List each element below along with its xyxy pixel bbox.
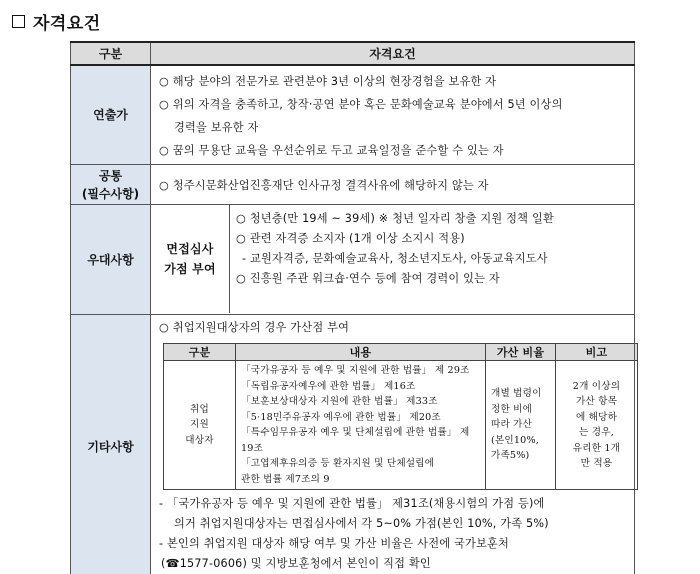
bonus-rate-line: 정한 비에: [491, 403, 533, 415]
bonus-header-rate: 가산 비율: [486, 344, 556, 361]
label-director: 연출가: [71, 65, 151, 165]
row-other: [71, 315, 635, 574]
preference-line: - 교원자격증, 문화예술교육사, 청소년지도사, 아동교육지도사: [242, 252, 548, 265]
other-note-line: - 본인의 취업지원 대상자 해당 여부 및 가산 비율은 사전에 국가보훈처: [159, 537, 509, 550]
other-content: [151, 315, 635, 574]
bonus-note-line: 유리한 1개: [572, 442, 621, 454]
director-line: ○ 해당 분야의 전문가로 관련분야 3년 이상의 현장경험을 보유한 자: [159, 75, 497, 88]
law-item: 「국가유공자 등 예우 및 지원에 관한 법률」 제 29조: [241, 365, 470, 376]
director-line: ○ 위의 자격을 충족하고, 창작·공연 분야 혹은 문화예술교육 분야에서 5년 이상의: [159, 98, 563, 111]
director-line: 경력을 보유한 자: [174, 121, 259, 134]
preference-sub-label: [151, 205, 230, 313]
bonus-note-line: 에 해당하: [575, 411, 618, 423]
bonus-rate-line: (본인10%,: [491, 434, 540, 446]
bonus-target-line: 취업: [190, 403, 209, 415]
bonus-header-row: [164, 344, 638, 361]
law-item: 「5·18민주유공자 예우에 관한 법률」 제20조: [241, 411, 441, 423]
preference-items: [230, 205, 634, 313]
bonus-laws: [236, 361, 486, 490]
square-bullet-icon: [12, 15, 25, 28]
bonus-header-content: 내용: [236, 344, 486, 361]
bonus-note-line: 만 적용: [580, 458, 613, 469]
header-category: 구분: [71, 42, 151, 65]
bonus-row: [164, 361, 638, 490]
other-notes: [159, 494, 626, 574]
label-preference: 우대사항: [71, 205, 151, 315]
row-director: [71, 65, 635, 165]
section-heading: [12, 8, 101, 34]
preference-sub-label-line1: 면접심사: [166, 242, 214, 256]
common-requirement: ○ 청주시문화산업진흥재단 인사규정 결격사유에 해당하지 않는 자: [151, 165, 635, 205]
bonus-header-category: 구분: [164, 344, 236, 361]
bonus-target-line: 대상자: [185, 434, 214, 446]
bonus-rate: [486, 361, 556, 490]
law-item: 「독립유공자예우에 관한 법률」 제16조: [241, 380, 416, 392]
row-preference: [71, 205, 635, 315]
law-item: 「고엽제후유의증 등 환자지원 및 단체설립에: [241, 458, 435, 469]
bonus-note: [556, 361, 638, 490]
preference-line: ○ 진흥원 주관 워크숍·연수 등에 참여 경력이 있는 자: [236, 272, 500, 285]
law-item: 관한 법률 제7조의 9: [241, 473, 330, 485]
row-common: [71, 165, 635, 205]
law-item: 「특수임무유공자 예우 및 단체설립에 관한 법률」 제19조: [241, 427, 470, 454]
preference-sub-label-line2: 가점 부여: [164, 262, 216, 276]
bonus-note-line: 는 경우,: [579, 427, 614, 438]
section-title: 자격요건: [33, 13, 101, 34]
director-line: ○ 꿈의 무용단 교육을 우선순위로 두고 교육일정을 준수할 수 있는 자: [159, 144, 504, 157]
bonus-rate-line: 따라 가산: [491, 419, 533, 431]
qualification-table: [70, 41, 635, 574]
bonus-table: [163, 343, 638, 490]
bonus-header-note: 비고: [556, 344, 638, 361]
bonus-rate-line: 개별 법령이: [491, 388, 542, 400]
header-requirements: 자격요건: [151, 42, 635, 65]
preference-line: ○ 청년층(만 19세 ~ 39세) ※ 청년 일자리 창출 지원 정책 일환: [236, 212, 554, 225]
other-note-line: (☎1577-0606) 및 지방보훈청에서 본인이 직접 확인: [161, 557, 431, 570]
other-note-line: 의거 취업지원대상자는 면접심사에서 각 5~0% 가점(본인 10%, 가족 5%): [174, 517, 549, 530]
label-common-line1: 공통: [98, 168, 123, 183]
other-note-line: - 「국가유공자 등 예우 및 지원에 관한 법률」 제31조(채용시험의 가점 등)에: [159, 497, 545, 510]
label-other: 기타사항: [71, 315, 151, 574]
bonus-rate-line: 가족5%): [491, 450, 530, 462]
bonus-note-line: 가산 항목: [575, 396, 618, 407]
other-intro: ○ 취업지원대상자의 경우 가산점 부여: [159, 321, 350, 334]
label-common: [71, 165, 151, 205]
bonus-note-line: 2개 이상의: [572, 380, 621, 392]
preference-cell: [151, 205, 635, 315]
preference-line: ○ 관련 자격증 소지자 (1개 이상 소지시 적용): [236, 232, 465, 245]
label-common-line2: (필수사항): [81, 186, 140, 201]
director-requirements: [151, 65, 635, 165]
table-header-row: [71, 42, 635, 65]
bonus-target-line: 지원: [190, 419, 209, 431]
law-item: 「보훈보상대상자 지원에 관한 법률」 제33조: [241, 396, 438, 407]
bonus-target: [164, 361, 236, 490]
